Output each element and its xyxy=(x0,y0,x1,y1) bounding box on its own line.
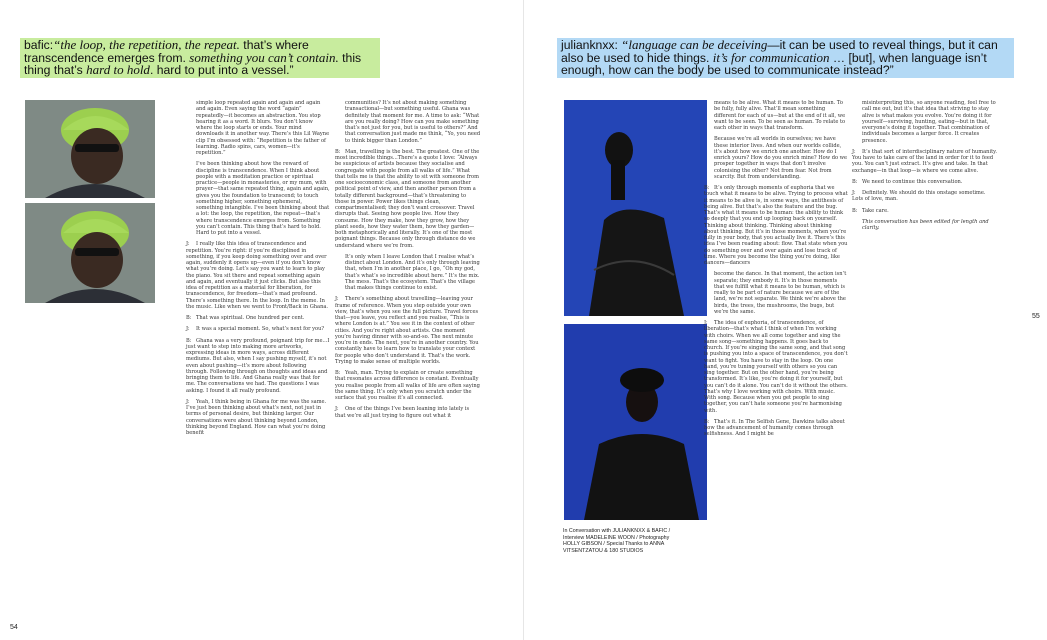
page-number-right: 55 xyxy=(1032,313,1040,320)
paragraph xyxy=(186,399,330,437)
right-page xyxy=(524,0,1047,640)
paragraph xyxy=(704,320,848,414)
pull-quote-speaker: bafic: xyxy=(24,38,54,52)
speaker-initial: J: xyxy=(335,296,339,303)
paragraph-text: The idea of euphoria, of transcendence, of liberation—that’s what I think of when I’m working with choirs. When we all come together and sing the same song—something happens. It goes back to church. If you’re singing the same song, and that song is pushing you into a space of transcendence, you don’t want to fight. You have to stay in the loop. On one hand, you’re tuning yourself with others so you can sing together. But on the other hand, you’re being transformed. It’s like, you’re doing it for yourself, but you can’t do it alone. You can’t do it without the others. That’s why I love working with choirs. With music. With song. Because when you get people to sing together, you can’t hate someone you’re harmonising with. xyxy=(704,320,848,414)
paragraph xyxy=(852,208,998,214)
paragraph-text: It’s only through moments of euphoria that we touch what it means to be alive. Trying to process what it means to be alive is, in some ways, the antithesis of being alive. But that’s also the feature and the bug. That’s what it means to be human: the ability to think so deeply that you end up looping back on yourself. Thinking about thinking. Thinking about thinking about thinking. But it’s in those moments, when you’re fully in your body, that you actually live it. There’s this idea I’ve been reading about: flow. That state when you do something over and over again and lose track of time. Where you become the thing you’re doing, like dancers—dancers xyxy=(704,185,848,266)
pull-quote-text: “language can be deceiving xyxy=(617,37,768,52)
paragraph-text: Take care. xyxy=(862,207,889,214)
paragraph xyxy=(186,241,330,310)
portrait-photo-bottom xyxy=(25,203,155,303)
article-credits: In Conversation with JULIANKNXX & BAFIC / Interview MADELEINE WOON / Photography HOLLY GIBSON / Special Thanks to ANNA VITSENTZATOU & 180 STUDIOS xyxy=(563,528,671,554)
paragraph-text: Definitely. We should do this onstage sometime. Lots of love, man. xyxy=(852,190,986,203)
paragraph-text: Yeah, I think being in Ghana for me was the same. I’ve just been thinking about what’s next, not just in terms of personal desire, but thinking larger. Our conversations were about thinking beyond London, thinking beyond England. How can what you’re doing benefit xyxy=(186,398,327,436)
pull-quote-text: it’s for communication xyxy=(712,49,830,65)
paragraph-text: means to be alive. What it means to be human. To be fully, fully alive. That’ll mean something different for each of us—but at the end of it all, we want to be seen. To be seen as human. To relate to each other in ways that transform. xyxy=(714,100,846,131)
speaker-initial: J: xyxy=(335,406,339,413)
paragraph xyxy=(196,100,330,156)
pull-quote-text: … [but], when language isn’t enough, how can the body be used to communicate instead?” xyxy=(561,50,987,78)
speaker-initial: J: xyxy=(186,398,190,405)
pull-quote-right xyxy=(557,38,1014,78)
paragraph xyxy=(714,100,848,131)
page-number-left: 54 xyxy=(10,624,18,631)
text-column-3 xyxy=(704,100,848,443)
pull-quote-left xyxy=(20,38,380,78)
paragraph xyxy=(862,100,998,144)
left-page xyxy=(0,0,523,640)
paragraph-text: One of the things I’ve been leaning into lately is that we’re all just trying to figure out what it xyxy=(335,406,470,419)
speaker-initial: J: xyxy=(186,326,190,333)
paragraph xyxy=(335,149,481,249)
speaker-initial: B: xyxy=(335,148,341,155)
speaker-initial: B: xyxy=(335,370,341,376)
photo-blue-wall-bottom xyxy=(564,324,707,520)
paragraph-text: That was spiritual. One hundred per cent. xyxy=(196,315,305,321)
paragraph-text: Because we’re all worlds in ourselves; we have these interior lives. And when our worlds collide, it’s about how we enrich one another. How do I enrich yours? How do you enrich mine? How do we prosper together in ways that don’t involve colonising the other? Not from fear. Not from scarcity. But from understanding. xyxy=(714,136,848,180)
pull-quote-speaker: julianknxx: xyxy=(561,38,618,52)
speaker-initial: B: xyxy=(852,178,858,185)
paragraph-text: I really like this idea of transcendence and repetition. You’re right: if you’re disciplined in something, if you keep doing something over and over again, suddenly it opens up—even if you don’t know what you’re doing. Let’s say you want to learn to play the piano. You sit there and repeat something again and again, and eventually it just clicks. But also this idea of repetition as a material for liberation, for transcendence, for freedom—that’s mad profound. There’s something there. In the loop. In the meme. In the music. Like when we went to Front/Back in Ghana. xyxy=(186,241,329,310)
speaker-initial: B: xyxy=(186,315,192,321)
paragraph-text: We need to continue this conversation. xyxy=(862,178,963,185)
paragraph xyxy=(186,338,330,394)
paragraph-text: Ghana was a very profound, poignant trip for me...I just want to step into making more artworks, expressing ideas in more ways, across different mediums. But also, when I say pushing myself, it’s not even about pushing—it’s more about following through. Following through on thoughts and ideas and bringing them to life. And Ghana really was that for me. The conversations we had. The questions I was asking. I found it all really profound. xyxy=(186,337,330,394)
paragraph xyxy=(852,190,998,203)
pull-quote-text: that’s where transcendence emerges from. xyxy=(24,38,309,65)
paragraph xyxy=(186,315,330,321)
speaker-initial: J: xyxy=(186,241,190,248)
pull-quote-text: this thing that’s xyxy=(24,50,362,78)
speaker-initial: J: xyxy=(852,148,856,155)
speaker-initial: J: xyxy=(852,190,856,196)
pull-quote-text: hard to hold xyxy=(86,62,150,78)
paragraph xyxy=(196,161,330,236)
paragraph-text: Yeah, man. Trying to explain or create something that resonates across difference is constant. Eventually you realise people from all walks of life are often saying the same thing. It’s only when you scratch under the surface that you realise it’s all connected. xyxy=(335,370,480,401)
paragraph xyxy=(852,179,998,185)
text-column-1 xyxy=(186,100,330,441)
paragraph-text: simple loop repeated again and again and again and again. Even saying the word “again” repeatedly—it becomes an abstraction. You stop hearing it as a word. It blurs. You don’t know where the loop starts or ends. Your mind downloads it in another way. There’s this Lil Wayne clip I’m obsessed with: “Repetition is the father of learning. Radio spins, cars, women—it’s repetition.” xyxy=(196,100,330,156)
paragraph xyxy=(852,149,998,174)
paragraph-text: It’s that sort of interdisciplinary nature of humanity. You have to take care of the land in order for it to feed you. You can’t just extract. It’s give and take. In that exchange—in that loop—is where we come alive. xyxy=(852,148,997,174)
speaker-initial: B: xyxy=(704,418,710,425)
paragraph-text: There’s something about travelling—leaving your frame of reference. When you step outside your own view, that’s when you see the full picture. Travel forces that—you leave, you reflect and you realise, “This is where London is at.” You see it in the context of other cities. And you’re right about artists. One moment you’re having dinner with so-and-so. The next minute you’re in ends. The next, you’re in another country. You constantly have to learn how to translate your context for people who don’t understand it. That’s the work. Trying to make sense of multiple worlds. xyxy=(335,296,479,365)
speaker-initial: B: xyxy=(704,185,710,191)
paragraph xyxy=(345,254,481,292)
paragraph-text: misinterpreting this, so anyone reading, feel free to call me out, but it’s that idea that striving to stay alive is what makes you evolve. You’re doing it for yourself—surviving, hunting, eating—but in that, everyone’s doing it together. That combination of individuals becomes a larger force. It creates presence. xyxy=(862,100,996,144)
paragraph xyxy=(704,419,848,438)
paragraph xyxy=(186,326,330,332)
speaker-initial: B: xyxy=(852,207,858,214)
paragraph xyxy=(862,219,998,232)
text-column-4 xyxy=(852,100,998,236)
paragraph xyxy=(714,271,848,315)
paragraph xyxy=(704,185,848,266)
pull-quote-text: something you can’t contain. xyxy=(189,49,339,65)
paragraph xyxy=(714,136,848,180)
text-column-2 xyxy=(335,100,481,424)
paragraph-text: Man, travelling is the best. The greatest. One of the most incredible things...There’s a quote I love: “Always be suspicious of artists because they socialise and congregate with people from all walks of life.” What that tells me is that the ability to sit with someone from one socioeconomic class, and someone from another political point of view, and then another person from a totally different background—that’s threatening to those in power. Power likes things clean, compartmentalised; they don’t want crossover. Travel disrupts that. Seeing how people live. How they consume. How they make, how they grow, how they plant seeds, how they water them, how they garden—both metaphorically and literally. It’s one of the most poignant things. Because only through distance do we understand where we’re from. xyxy=(335,148,480,249)
paragraph-text: That’s it. In The Selfish Gene, Dawkins talks about how the advancement of humanity comes through selfishness. And I might be xyxy=(704,418,845,438)
speaker-initial: B: xyxy=(186,337,192,344)
pull-quote-text: —it can be used to reveal things, but it can also be used to hide things. xyxy=(561,38,998,65)
photo-blue-wall-top xyxy=(564,100,707,316)
speaker-initial: J: xyxy=(704,320,708,326)
paragraph-text: It’s only when I leave London that I realise what’s distinct about London. And it’s only through leaving that, when I’m in another place, I go, “Oh my god, that’s what’s so incredible about here.” It’s the mix. The mess. That’s the ecosystem. That’s the village that makes things continue to exist. xyxy=(345,253,480,291)
paragraph xyxy=(335,296,481,365)
paragraph-text: It was a special moment. So, what’s next for you? xyxy=(196,326,325,333)
paragraph xyxy=(335,370,481,401)
pull-quote-text: “the loop, the repetition, the repeat. xyxy=(53,37,240,52)
editor-note: This conversation has been edited for length and clarity. xyxy=(862,218,989,231)
paragraph-text: communities? It’s not about making something transactional—but something useful. Ghana was definitely that moment for me. A time to ask: “What are you really doing? How can you make something that’s not just for you, but is useful to others?” And that conversation just made me think, “Yo, you need to think bigger than London.” xyxy=(345,100,481,144)
pull-quote-text: . hard to put into a vessel.” xyxy=(149,63,294,78)
paragraph xyxy=(345,100,481,144)
paragraph xyxy=(335,406,481,419)
paragraph-text: become the dance. In that moment, the action isn’t separate; they embody it. It’s in those moments that we fulfill what it means to be human, which is really to be part of nature because we are of the land, we’re not separate. We think we’re above the birds, the trees, the mushrooms, the bugs, but we’re the same. xyxy=(714,271,847,315)
paragraph-text: I’ve been thinking about how the reward of discipline is transcendence. When I think about people with a meditation practice or spiritual practice—people in monasteries, or my mum, with prayer—that same repeated thing, again and again, gives you the foundation to transcend; to touch something higher, something ephemeral, something intangible. I’ve been thinking about that a lot: the loop, the repetition, the repeat—that’s where transcendence emerges from. Something you can’t contain. This thing that’s hard to hold. Hard to put into a vessel. xyxy=(196,161,330,236)
portrait-photo-top xyxy=(25,100,155,198)
